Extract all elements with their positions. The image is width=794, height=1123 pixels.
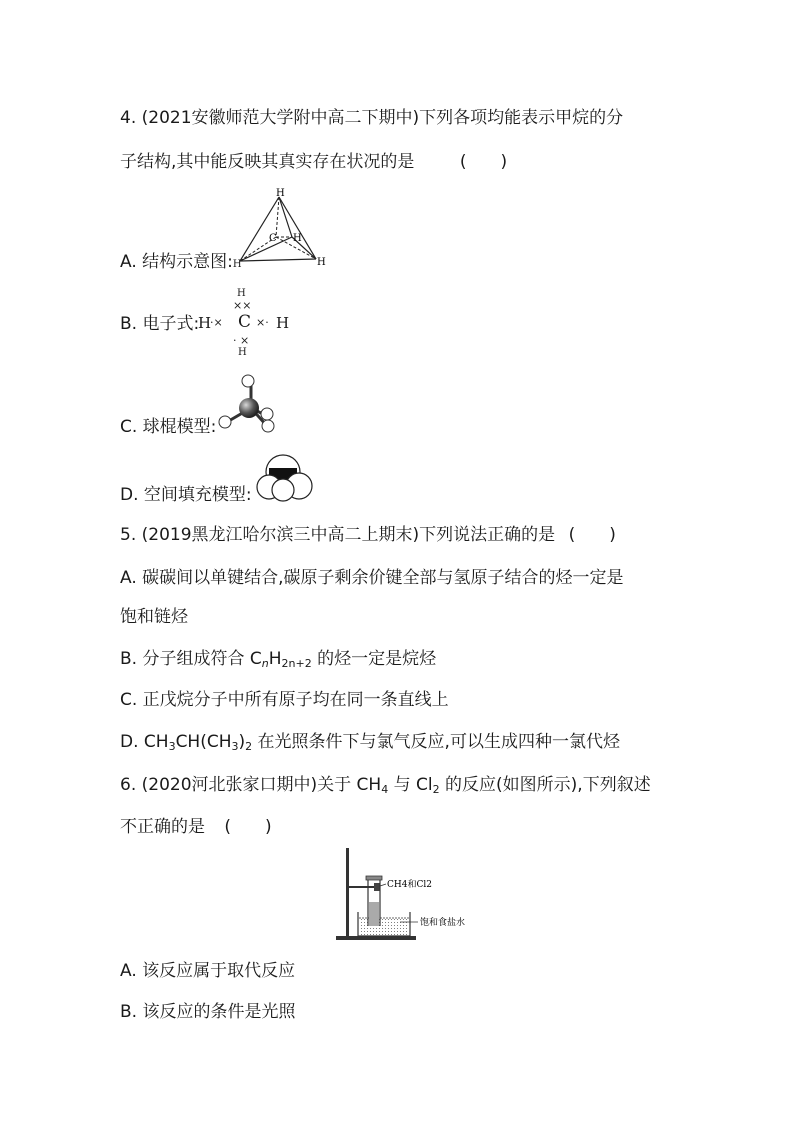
q5-b-sub: 2n+2 bbox=[281, 657, 312, 670]
q5-option-a-line1[interactable]: A. 碳碳间以单键结合,碳原子剩余价键全部与氢原子结合的烃一定是 bbox=[120, 568, 624, 588]
ef-cross-top: ×× bbox=[233, 299, 252, 312]
q6-mid: 与 Cl bbox=[388, 775, 433, 795]
q4-stem-line2 bbox=[120, 150, 507, 174]
tetra-edge bbox=[279, 197, 316, 259]
q6-stem-line1 bbox=[120, 773, 651, 797]
q6-option-a[interactable]: A. 该反应属于取代反应 bbox=[120, 961, 296, 981]
saltwater bbox=[359, 918, 409, 935]
q5-d-sub3: 3 bbox=[168, 740, 176, 753]
q6-post: 的反应(如图所示),下列叙述 bbox=[439, 775, 651, 795]
q5-stem-text: 5. (2019黑龙江哈尔滨三中高二上期末)下列说法正确的是 bbox=[120, 525, 556, 545]
q6-sub2: 2 bbox=[432, 783, 440, 796]
tetra-h-right: H bbox=[317, 257, 326, 268]
h-sphere-front bbox=[272, 479, 294, 501]
q5-b-post: 的烃一定是烷烃 bbox=[311, 649, 437, 669]
tetra-bond bbox=[276, 197, 279, 237]
ef-h-left: H bbox=[198, 314, 212, 332]
q5-option-d[interactable] bbox=[120, 730, 620, 754]
q6-sub4: 4 bbox=[381, 783, 389, 796]
q5-d-sub3b: 3 bbox=[231, 740, 239, 753]
ef-h-right: H bbox=[276, 314, 290, 332]
methane-tetrahedron-diagram bbox=[228, 185, 338, 270]
q4-stem-text: 子结构,其中能反映其真实存在状况的是 bbox=[120, 152, 415, 172]
q5-d-mid: CH(CH bbox=[175, 732, 232, 752]
clamp-head bbox=[374, 883, 380, 891]
ef-c: C bbox=[238, 312, 252, 332]
q5-answer-blank[interactable]: ( ) bbox=[568, 525, 616, 545]
q6-answer-blank[interactable]: ( ) bbox=[224, 817, 272, 837]
q4-option-a-text: A. 结构示意图: bbox=[120, 252, 233, 272]
q4-option-c-text: C. 球棍模型: bbox=[120, 417, 217, 437]
stand-rod bbox=[346, 848, 349, 936]
clamp-arm bbox=[347, 886, 377, 888]
tetra-h-back: H bbox=[293, 233, 302, 244]
q4-option-b[interactable] bbox=[120, 312, 199, 336]
h-atom bbox=[262, 420, 274, 432]
label-ch4-cl2: CH4和Cl2 bbox=[387, 880, 432, 890]
ef-dotcross-bottom: · × bbox=[233, 334, 250, 347]
ball-and-stick-model bbox=[215, 372, 277, 434]
q5-d-post: 在光照条件下与氯气反应,可以生成四种一氯代烃 bbox=[252, 732, 620, 752]
q5-b-n: n bbox=[261, 657, 269, 670]
q5-option-c[interactable]: C. 正戊烷分子中所有原子均在同一条直线上 bbox=[120, 690, 449, 710]
ef-crossdot-right: ×· bbox=[256, 316, 269, 329]
c-atom bbox=[239, 398, 259, 418]
ef-dotcross-left: ·× bbox=[210, 316, 223, 329]
tetra-h-top: H bbox=[276, 188, 285, 199]
q5-b-pre: B. 分子组成符合 C bbox=[120, 649, 262, 669]
tetra-edge bbox=[279, 197, 292, 237]
ef-h-bottom: H bbox=[238, 347, 247, 358]
h-atom bbox=[219, 416, 231, 428]
ef-h-top: H bbox=[237, 288, 246, 299]
electron-formula bbox=[196, 288, 306, 363]
q6-option-b[interactable]: B. 该反应的条件是光照 bbox=[120, 1002, 296, 1022]
tetra-c: C bbox=[269, 233, 277, 244]
h-atom bbox=[242, 375, 254, 387]
q4-option-d[interactable] bbox=[120, 483, 252, 507]
tetra-edge bbox=[240, 259, 316, 261]
label-saltwater: 饱和食盐水 bbox=[420, 918, 466, 928]
q4-option-c[interactable] bbox=[120, 415, 216, 439]
label-line bbox=[380, 884, 386, 886]
methane-chlorine-apparatus bbox=[330, 846, 470, 946]
q5-option-a-line2: 饱和链烃 bbox=[120, 607, 188, 627]
space-filling-model bbox=[253, 452, 317, 502]
q5-b-h: H bbox=[268, 649, 282, 669]
tube-liquid bbox=[369, 902, 379, 926]
q4-option-a[interactable] bbox=[120, 250, 242, 277]
tetra-h-left: H bbox=[232, 259, 242, 270]
h-atom bbox=[261, 408, 273, 420]
tube-stopper bbox=[366, 876, 382, 880]
q5-d-sub2: 2 bbox=[245, 740, 253, 753]
q4-stem-line1: 4. (2021安徽师范大学附中高二下期中)下列各项均能表示甲烷的分 bbox=[120, 108, 624, 128]
q4-answer-blank[interactable]: ( ) bbox=[459, 152, 508, 172]
q6-pre: 6. (2020河北张家口期中)关于 CH bbox=[120, 775, 382, 795]
q5-stem bbox=[120, 523, 616, 547]
q5-d-close: ) bbox=[238, 732, 246, 752]
q4-option-d-text: D. 空间填充模型: bbox=[120, 485, 252, 505]
q5-d-pre: D. CH bbox=[120, 732, 169, 752]
q6-stem-text: 不正确的是 bbox=[120, 817, 205, 837]
q4-option-b-text: B. 电子式: bbox=[120, 314, 200, 334]
q6-stem-line2 bbox=[120, 815, 272, 839]
q5-option-b[interactable] bbox=[120, 647, 436, 671]
